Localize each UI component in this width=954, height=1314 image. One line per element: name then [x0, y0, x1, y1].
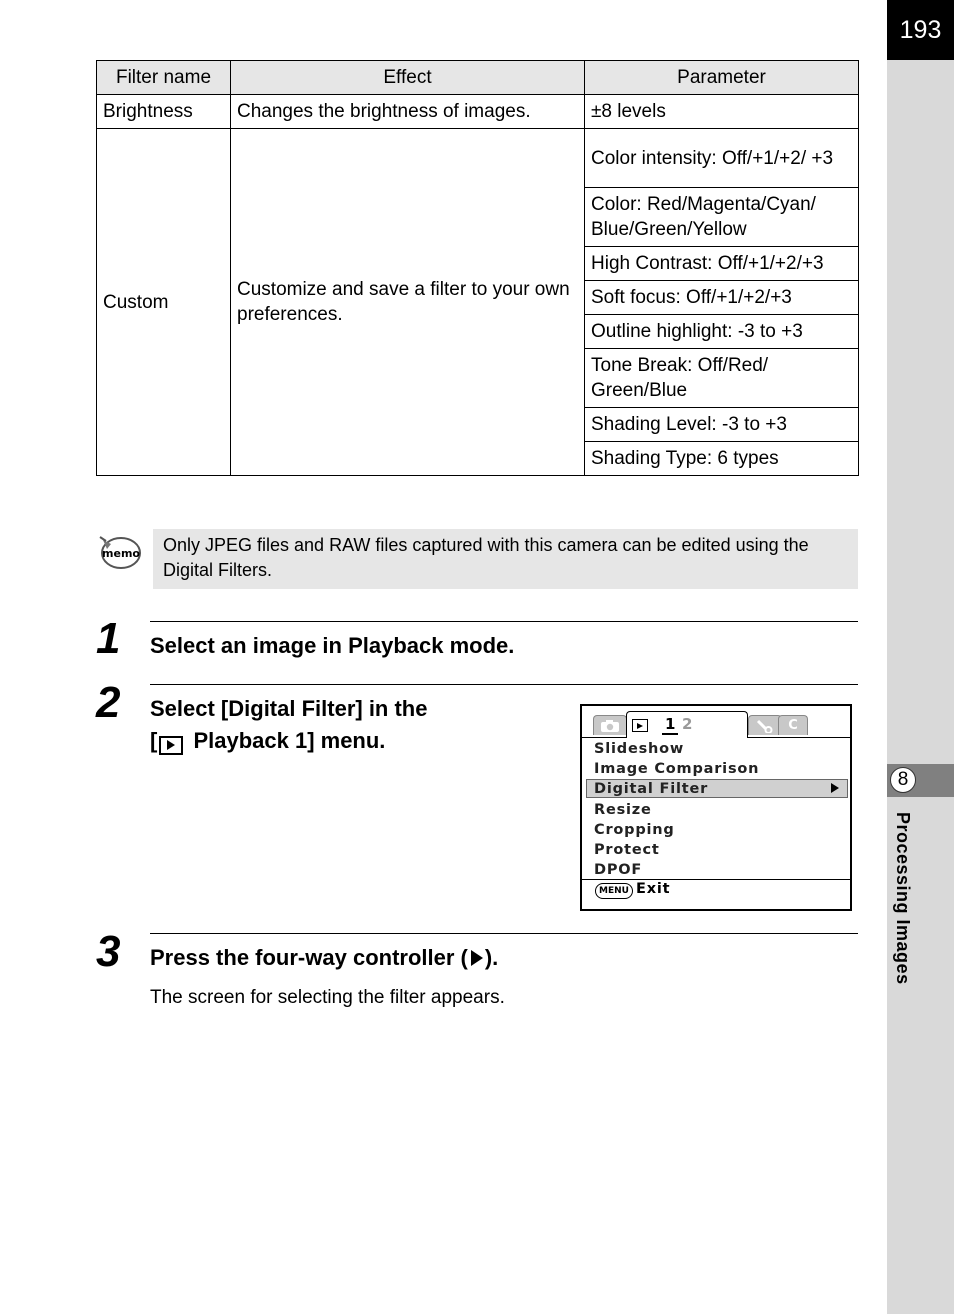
step-number: 2 — [96, 678, 121, 727]
step-title — [150, 942, 498, 974]
playback-icon — [159, 736, 183, 755]
step-divider — [150, 684, 858, 685]
effect-cell: Changes the brightness of images. — [231, 95, 585, 129]
table-header-row — [97, 61, 859, 95]
custom-tab: C — [778, 715, 808, 735]
menu-button-icon: MENU — [595, 883, 633, 899]
parameter-cell: Shading Type: 6 types — [585, 442, 859, 476]
menu-list — [594, 739, 759, 880]
menu-item-cropping[interactable]: Cropping — [594, 821, 675, 838]
memo-icon-label: memo — [102, 547, 140, 560]
menu-tab-bar — [582, 706, 850, 738]
playback-tab-icon — [632, 719, 648, 732]
step-title-suffix: ). — [484, 945, 499, 970]
menu-item-dpof[interactable]: DPOF — [594, 862, 643, 879]
memo-text: Only JPEG files and RAW files captured with this camera can be edited using the Digital Filters. — [153, 529, 858, 589]
menu-item-digital-filter[interactable]: Digital Filter — [594, 781, 709, 798]
step-title-line2 — [150, 725, 427, 757]
step-number: 1 — [96, 614, 121, 663]
step-divider — [150, 933, 858, 934]
header-parameter: Parameter — [585, 61, 859, 95]
tab-number-active: 1 — [662, 715, 678, 735]
wrench-icon — [748, 715, 782, 735]
tab-playback — [626, 711, 748, 738]
parameter-cell: Soft focus: Off/+1/+2/+3 — [585, 281, 859, 315]
header-effect: Effect — [231, 61, 585, 95]
chapter-sidebar — [887, 0, 954, 1314]
exit-label: Exit — [636, 881, 671, 897]
table-row — [97, 95, 859, 129]
table-row — [97, 129, 859, 188]
menu-item-slideshow[interactable]: Slideshow — [594, 741, 685, 757]
step-number: 3 — [96, 927, 121, 976]
arrow-right-icon — [471, 950, 483, 966]
camera-tab-icon — [593, 715, 627, 735]
parameter-cell: Color intensity: Off/+1/+2/ +3 — [585, 129, 859, 188]
camera-menu-screen — [580, 704, 852, 911]
menu-item-resize[interactable]: Resize — [594, 801, 652, 818]
parameter-cell: Tone Break: Off/Red/ Green/Blue — [585, 349, 859, 408]
header-filter-name: Filter name — [97, 61, 231, 95]
parameter-cell: ±8 levels — [585, 95, 859, 129]
effect-cell: Customize and save a filter to your own preferences. — [231, 129, 585, 476]
menu-footer-divider — [582, 879, 850, 880]
menu-item-protect[interactable]: Protect — [594, 841, 660, 858]
menu-item-image-comparison[interactable]: Image Comparison — [594, 761, 760, 778]
memo-icon — [97, 532, 143, 572]
tab-number-inactive: 2 — [682, 715, 693, 733]
step-title — [150, 693, 427, 757]
parameter-cell: Shading Level: -3 to +3 — [585, 408, 859, 442]
arrow-right-icon — [831, 783, 839, 793]
step-title: Select an image in Playback mode. — [150, 633, 515, 658]
filter-name-cell: Custom — [97, 129, 231, 476]
chapter-title: Processing Images — [893, 812, 913, 985]
parameter-cell: Outline highlight: -3 to +3 — [585, 315, 859, 349]
page-number: 193 — [887, 0, 954, 60]
parameter-cell: Color: Red/Magenta/Cyan/ Blue/Green/Yellow — [585, 188, 859, 247]
step-title-bracket: [ — [150, 728, 158, 753]
filter-table — [96, 60, 859, 476]
step-divider — [150, 621, 858, 622]
chapter-number: 8 — [890, 767, 916, 793]
step-title-prefix: Press the four-way controller ( — [150, 945, 468, 970]
parameter-cell: High Contrast: Off/+1/+2/+3 — [585, 247, 859, 281]
filter-name-cell: Brightness — [97, 95, 231, 129]
step-description: The screen for selecting the filter appears. — [150, 987, 505, 1008]
step-title-rest: Playback 1] menu. — [187, 728, 386, 753]
step-title-line1: Select [Digital Filter] in the — [150, 696, 428, 721]
